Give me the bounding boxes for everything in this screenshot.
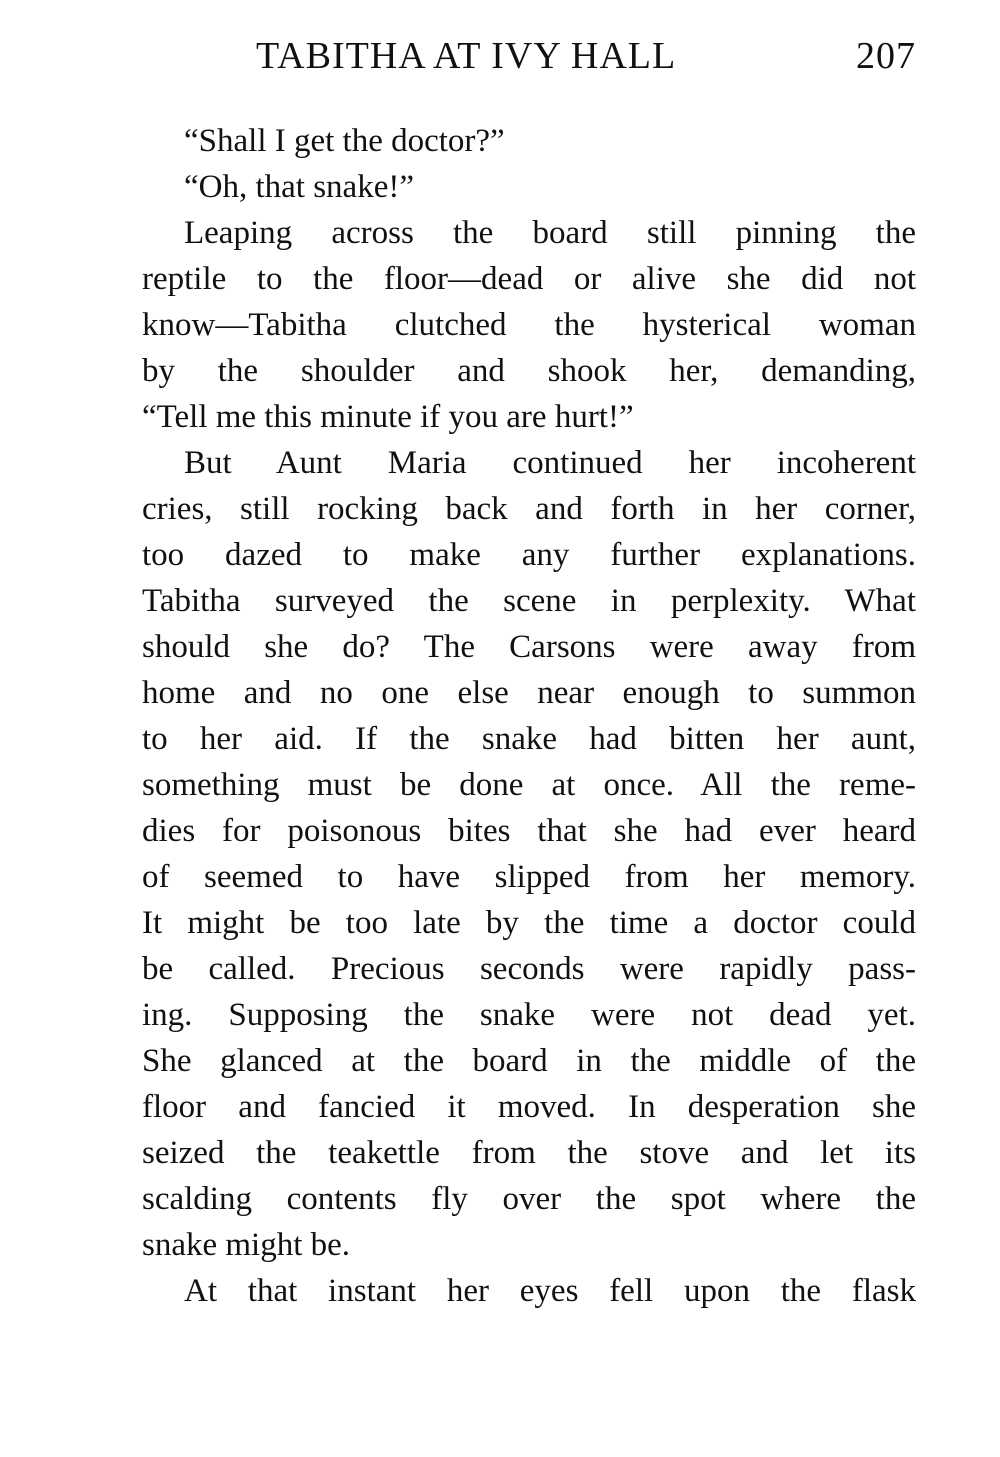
text-line: It might be too late by the time a doctor could xyxy=(142,905,916,941)
text-line: “Shall I get the doctor?” xyxy=(184,123,505,159)
text-line: dies for poisonous bites that she had ever heard xyxy=(142,813,916,849)
text-line: should she do? The Carsons were away from xyxy=(142,629,916,665)
text-line: She glanced at the board in the middle of the xyxy=(142,1043,916,1079)
text-line: snake might be. xyxy=(142,1227,351,1263)
text-line: by the shoulder and shook her, demanding, xyxy=(142,353,916,389)
text-line: know—Tabitha clutched the hysterical woman xyxy=(142,307,916,343)
running-title: TABITHA AT IVY HALL xyxy=(256,35,677,77)
text-line: “Tell me this minute if you are hurt!” xyxy=(142,399,634,435)
running-header xyxy=(142,34,916,84)
text-line: Tabitha surveyed the scene in perplexity. What xyxy=(142,583,916,619)
text-line: home and no one else near enough to summon xyxy=(142,675,916,711)
text-line: be called. Precious seconds were rapidly pass- xyxy=(142,951,916,987)
text-line: Leaping across the board still pinning the xyxy=(184,215,916,251)
text-line: floor and fancied it moved. In desperation she xyxy=(142,1089,916,1125)
text-line: something must be done at once. All the reme- xyxy=(142,767,916,803)
page-number: 207 xyxy=(856,35,916,77)
text-line: too dazed to make any further explanations. xyxy=(142,537,916,573)
text-line: At that instant her eyes fell upon the flask xyxy=(184,1273,916,1309)
text-line: reptile to the floor—dead or alive she did not xyxy=(142,261,916,297)
text-line: ing. Supposing the snake were not dead yet. xyxy=(142,997,916,1033)
text-line: to her aid. If the snake had bitten her aunt, xyxy=(142,721,916,757)
text-line: seized the teakettle from the stove and let its xyxy=(142,1135,916,1171)
text-line: scalding contents fly over the spot where the xyxy=(142,1181,916,1217)
text-line: cries, still rocking back and forth in her corner, xyxy=(142,491,916,527)
text-line: of seemed to have slipped from her memory. xyxy=(142,859,916,895)
text-line: But Aunt Maria continued her incoherent xyxy=(184,445,916,481)
text-line: “Oh, that snake!” xyxy=(184,169,414,205)
